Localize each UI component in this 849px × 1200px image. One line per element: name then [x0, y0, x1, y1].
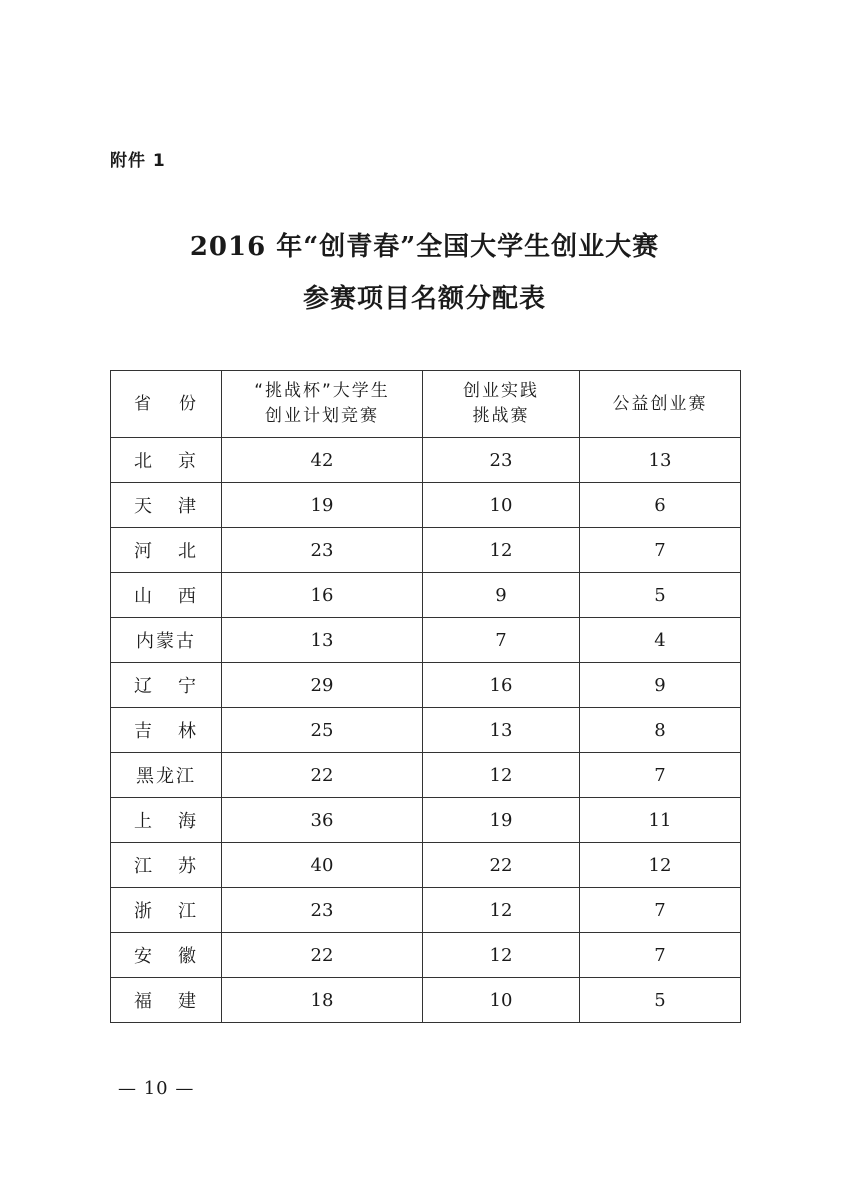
- challenge-cup-quota-cell: 23: [222, 528, 423, 573]
- public-welfare-quota-cell: 7: [580, 933, 741, 978]
- page-number: — 10 —: [118, 1078, 195, 1099]
- practice-challenge-quota-cell: 10: [423, 483, 580, 528]
- province-name-part: 吉: [134, 721, 154, 742]
- header-practice-challenge: [423, 371, 580, 438]
- province-cell: [111, 798, 222, 843]
- practice-challenge-quota-cell: 13: [423, 708, 580, 753]
- public-welfare-quota-cell: 13: [580, 438, 741, 483]
- challenge-cup-quota-cell: 36: [222, 798, 423, 843]
- province-cell: [111, 528, 222, 573]
- public-welfare-quota-cell: 7: [580, 753, 741, 798]
- practice-challenge-quota-cell: 9: [423, 573, 580, 618]
- header-practice-challenge-line-2: 挑战赛: [472, 406, 530, 426]
- challenge-cup-quota-cell: 16: [222, 573, 423, 618]
- province-name-part: 北: [134, 451, 154, 472]
- practice-challenge-quota-cell: 12: [423, 888, 580, 933]
- public-welfare-quota-cell: 7: [580, 888, 741, 933]
- public-welfare-quota-cell: 11: [580, 798, 741, 843]
- province-name-part: 宁: [178, 676, 198, 697]
- public-welfare-quota-cell: 8: [580, 708, 741, 753]
- province-cell: [111, 978, 222, 1023]
- province-cell: [111, 933, 222, 978]
- province-cell: [111, 888, 222, 933]
- public-welfare-quota-cell: 7: [580, 528, 741, 573]
- province-cell: [111, 573, 222, 618]
- table-row: [111, 888, 741, 933]
- public-welfare-quota-cell: 4: [580, 618, 741, 663]
- province-cell: [111, 753, 222, 798]
- challenge-cup-quota-cell: 25: [222, 708, 423, 753]
- challenge-cup-quota-cell: 13: [222, 618, 423, 663]
- public-welfare-quota-cell: 5: [580, 978, 741, 1023]
- table-row: [111, 753, 741, 798]
- province-name-part: 京: [178, 451, 198, 472]
- province-name: 内蒙古: [136, 631, 196, 652]
- document-title-line-1: 2016 年“创青春”全国大学生创业大赛: [189, 232, 660, 262]
- challenge-cup-quota-cell: 19: [222, 483, 423, 528]
- table-row: [111, 843, 741, 888]
- public-welfare-quota-cell: 9: [580, 663, 741, 708]
- table-row: [111, 978, 741, 1023]
- public-welfare-quota-cell: 12: [580, 843, 741, 888]
- practice-challenge-quota-cell: 10: [423, 978, 580, 1023]
- practice-challenge-quota-cell: 12: [423, 528, 580, 573]
- province-name-part: 江: [134, 856, 154, 877]
- province-name-part: 北: [178, 541, 198, 562]
- document-title-line-2: 参赛项目名额分配表: [302, 284, 546, 314]
- challenge-cup-quota-cell: 22: [222, 933, 423, 978]
- province-name-part: 苏: [178, 856, 198, 877]
- province-name: [134, 852, 198, 878]
- province-name: [134, 942, 198, 968]
- challenge-cup-quota-cell: 40: [222, 843, 423, 888]
- province-cell: [111, 483, 222, 528]
- header-challenge-cup-line-2: 创业计划竞赛: [265, 406, 379, 426]
- table-row: [111, 708, 741, 753]
- province-name-part: 福: [134, 991, 154, 1012]
- province-name: [134, 807, 198, 833]
- header-row: [111, 371, 741, 438]
- header-province: [111, 371, 222, 438]
- province-name: [134, 537, 198, 563]
- table-row: [111, 618, 741, 663]
- header-challenge-cup-line-1: “挑战杯”大学生: [254, 381, 390, 401]
- challenge-cup-quota-cell: 42: [222, 438, 423, 483]
- province-name-part: 江: [178, 901, 198, 922]
- challenge-cup-quota-cell: 18: [222, 978, 423, 1023]
- practice-challenge-quota-cell: 12: [423, 753, 580, 798]
- province-name: [134, 582, 198, 608]
- practice-challenge-quota-cell: 7: [423, 618, 580, 663]
- province-name: [134, 492, 198, 518]
- challenge-cup-quota-cell: 22: [222, 753, 423, 798]
- province-cell: [111, 708, 222, 753]
- province-name: 黑龙江: [136, 766, 196, 787]
- province-name-part: 林: [178, 721, 198, 742]
- quota-table: [110, 370, 741, 1023]
- province-cell: [111, 618, 222, 663]
- table-header: [111, 371, 741, 438]
- province-name-part: 上: [134, 811, 154, 832]
- province-name-part: 徽: [178, 946, 198, 967]
- header-practice-challenge-line-1: 创业实践: [463, 381, 539, 401]
- province-name-part: 西: [178, 586, 198, 607]
- table-row: [111, 798, 741, 843]
- province-name: [134, 897, 198, 923]
- province-name-part: 建: [178, 991, 198, 1012]
- province-name: [134, 717, 198, 743]
- province-name-part: 海: [178, 811, 198, 832]
- province-name-part: 津: [178, 496, 198, 517]
- table-row: [111, 573, 741, 618]
- province-cell: [111, 843, 222, 888]
- province-name-part: 安: [134, 946, 154, 967]
- practice-challenge-quota-cell: 12: [423, 933, 580, 978]
- province-cell: [111, 438, 222, 483]
- province-name-part: 河: [134, 541, 154, 562]
- header-challenge-cup: [222, 371, 423, 438]
- challenge-cup-quota-cell: 29: [222, 663, 423, 708]
- header-province-char-2: 份: [179, 393, 198, 414]
- province-name-part: 辽: [134, 676, 154, 697]
- header-public-welfare: 公益创业赛: [580, 371, 741, 438]
- table-row: [111, 438, 741, 483]
- province-name: [134, 987, 198, 1013]
- province-cell: [111, 663, 222, 708]
- province-name-part: 天: [134, 496, 154, 517]
- practice-challenge-quota-cell: 19: [423, 798, 580, 843]
- practice-challenge-quota-cell: 22: [423, 843, 580, 888]
- province-name: [134, 672, 198, 698]
- province-name-part: 浙: [134, 901, 154, 922]
- table-body: [111, 438, 741, 1023]
- province-name-part: 山: [134, 586, 154, 607]
- challenge-cup-quota-cell: 23: [222, 888, 423, 933]
- table-row: [111, 483, 741, 528]
- attachment-label: 附件 1: [110, 151, 166, 171]
- public-welfare-quota-cell: 5: [580, 573, 741, 618]
- table-row: [111, 528, 741, 573]
- province-name: [134, 447, 198, 473]
- table-row: [111, 663, 741, 708]
- practice-challenge-quota-cell: 16: [423, 663, 580, 708]
- table-row: [111, 933, 741, 978]
- header-province-char-1: 省: [134, 393, 153, 414]
- practice-challenge-quota-cell: 23: [423, 438, 580, 483]
- public-welfare-quota-cell: 6: [580, 483, 741, 528]
